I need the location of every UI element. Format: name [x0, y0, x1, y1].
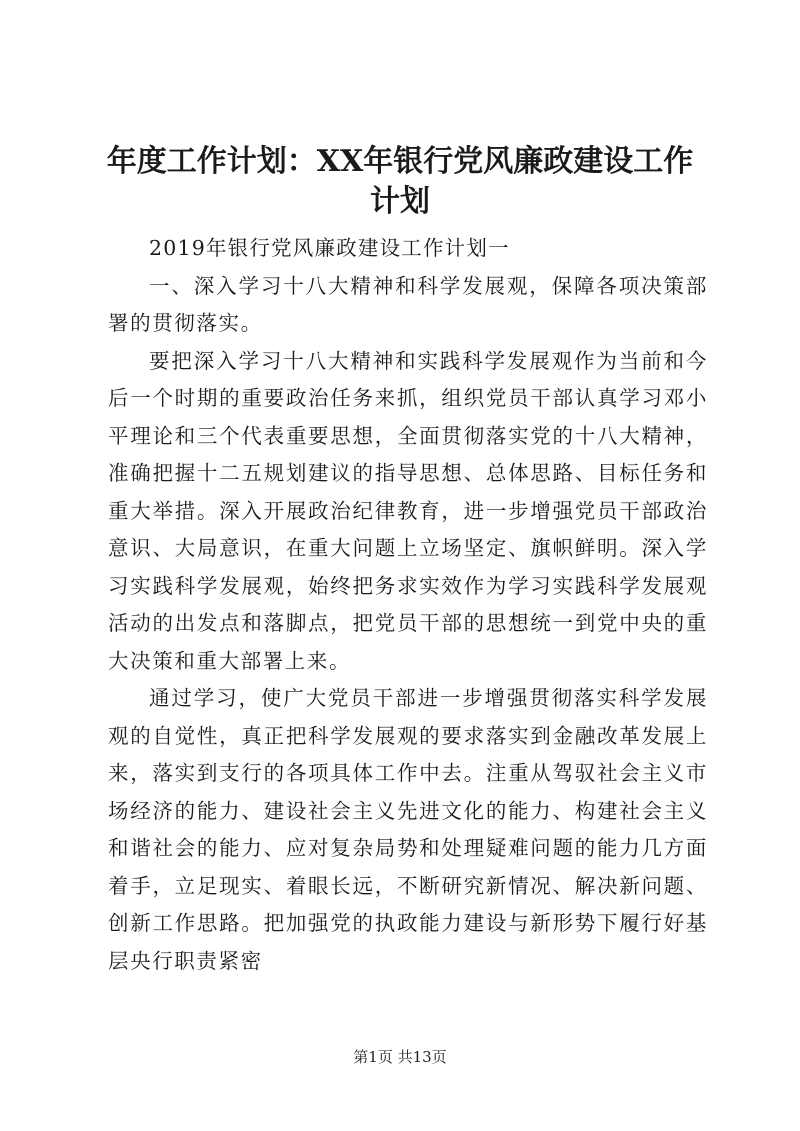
document-body	[108, 230, 708, 980]
body-paragraph: 通过学习，使广大党员干部进一步增强贯彻落实科学发展观的自觉性，真正把科学发展观的要求落实到金融改革发展上来，落实到支行的各项具体工作中去。注重从驾驭社会主义市场经济的能力、建设社会主义先进文化的能力、构建社会主义和谐社会的能力、应对复杂局势和处理疑难问题的能力几方面着手，立足现实、着眼长远，不断研究新情况、解决新问题、创新工作思路。把加强党的执政能力建设与新形势下履行好基层央行职责紧密	[108, 686, 708, 973]
plan-subtitle: 2019年银行党风廉政建设工作计划一	[149, 236, 510, 260]
document-title-line-2: 计划	[370, 184, 430, 219]
body-paragraph: 要把深入学习十八大精神和实践科学发展观作为当前和今后一个时期的重要政治任务来抓，组织党员干部认真学习邓小平理论和三个代表重要思想，全面贯彻落实党的十八大精神，准确把握十二五规划建议的指导思想、总体思路、目标任务和重大举措。深入开展政治纪律教育，进一步增强党员干部政治意识、大局意识，在重大问题上立场坚定、旗帜鲜明。深入学习实践科学发展观，始终把务求实效作为学习实践科学发展观活动的出发点和落脚点，把党员干部的思想统一到党中央的重大决策和重大部署上来。	[108, 348, 708, 673]
section-heading: 一、深入学习十八大精神和科学发展观，保障各项决策部署的贯彻落实。	[108, 273, 708, 335]
document-title-line-1: 年度工作计划：XX年银行党风廉政建设工作	[106, 144, 694, 179]
page-number-footer: 第1页 共13页	[353, 1048, 447, 1066]
